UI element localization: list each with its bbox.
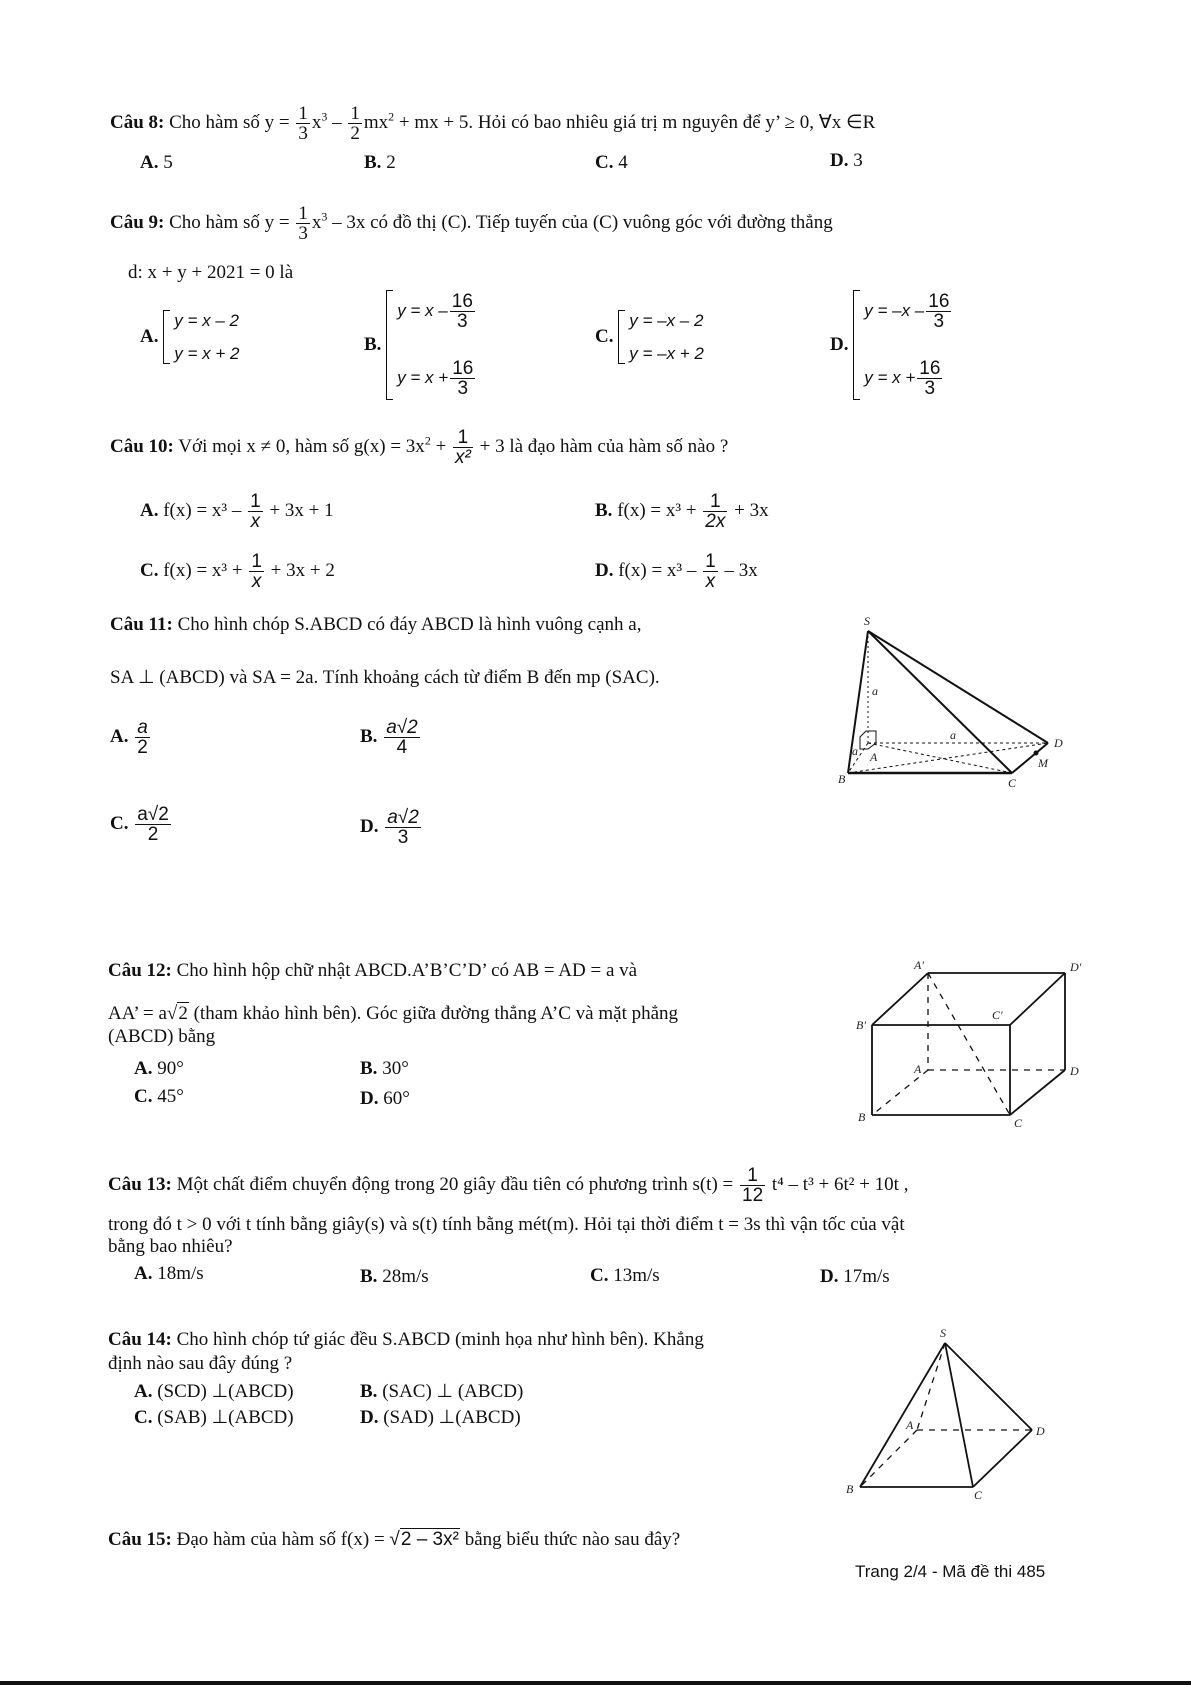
question-14: Câu 14: Cho hình chóp tứ giác đều S.ABCD (minh họa như hình bên). Khẳng [108, 1329, 704, 1350]
question-8: Câu 8: Cho hàm số y = $\frac{1}{3}$ $x^3$ – $\frac{1}{2}$ $mx^2$ + mx + 5. Hỏi có bao nhiêu giá trị m nguyên để y’ ≥ 0, ∀x ∈R [110, 103, 876, 144]
option-b[interactable]: B. f(x) = x³ + $\frac{1}{2x}$ + 3x [595, 491, 769, 532]
option-a[interactable]: A. (SCD) ⊥(ABCD) [134, 1381, 294, 1402]
option-c[interactable]: C. f(x) = x³ + $\frac{1}{x}$ + 3x + 2 [140, 551, 335, 592]
edge-label-a: a [950, 728, 956, 742]
vertex-label-c: C [1014, 1116, 1023, 1130]
vertex-label-b: B [858, 1110, 866, 1124]
question-text: Cho hàm số y = [169, 111, 290, 133]
vertex-label-a: A [906, 1418, 914, 1432]
vertex-label-d: D [1036, 1424, 1045, 1438]
option-c[interactable]: C. 4 [595, 152, 628, 173]
edge-label-a: a [852, 744, 858, 758]
fraction: $\frac{1}{3}$ [298, 203, 308, 244]
option-c[interactable]: C. y = –x – 2 y = –x + 2 [595, 311, 704, 363]
vertex-label-b-prime: B' [856, 1018, 866, 1032]
option-b[interactable]: B. 30° [360, 1058, 409, 1079]
option-a[interactable]: A. y = x – 2 y = x + 2 [140, 311, 240, 363]
vertex-label-s: S [864, 614, 870, 628]
vertex-label-b: B [846, 1482, 854, 1496]
question-text: bằng bao nhiêu? [108, 1236, 233, 1257]
fraction: $\frac{1}{2}$ [350, 103, 360, 144]
option-c[interactable]: C. 45° [134, 1086, 184, 1107]
fraction: $\frac{1}{3}$ [298, 103, 308, 144]
vertex-label-a: A [914, 1062, 922, 1076]
option-c[interactable]: C. $\frac{a√2}{2}$ [110, 804, 169, 845]
vertex-label-b: B [838, 772, 846, 786]
option-a[interactable]: A. f(x) = x³ – $\frac{1}{x}$ + 3x + 1 [140, 491, 334, 532]
vertex-label-d: D [1054, 736, 1063, 750]
option-a[interactable]: A. $\frac{a}{2}$ [110, 717, 148, 758]
question-10: Câu 10: Với mọi x ≠ 0, hàm số $g(x) = 3x^2$ + $\frac{1}{\text{x²}}$ + 3 là đạo hàm của hàm số nào ? [110, 427, 729, 468]
option-a[interactable]: A. 90° [134, 1058, 184, 1079]
option-d[interactable]: D. y = –x – $\frac{16}{3}$ y = x + $\frac{16}{3}$ [830, 291, 950, 399]
option-d[interactable]: D. f(x) = x³ – $\frac{1}{x}$ – 3x [595, 551, 758, 592]
page-footer: Trang 2/4 - Mã đề thi 485 [855, 1562, 1046, 1581]
option-d[interactable]: D. 3 [830, 150, 863, 171]
pyramid-figure-q11 [840, 615, 1080, 815]
question-12: Câu 12: Cho hình hộp chữ nhật ABCD.A’B’C’D’ có AB = AD = a và [108, 960, 638, 981]
vertex-label-a-prime: A' [914, 958, 924, 972]
question-label: Câu 9: [110, 211, 165, 233]
fraction: $\frac{1}{\text{x²}}$ [455, 427, 471, 468]
vertex-label-c: C [974, 1488, 983, 1502]
vertex-label-d: D [1070, 1064, 1079, 1078]
pyramid-figure-q14 [840, 1325, 1060, 1505]
question-13: Câu 13: Một chất điểm chuyển động trong 20 giây đầu tiên có phương trình s(t) = $\frac{1}{12}$ t⁴ – t³ + 6t² + 10t , [108, 1165, 909, 1206]
point-label-m: M [1038, 756, 1048, 770]
question-text: SA ⊥ (ABCD) và SA = 2a. Tính khoảng cách từ điểm B đến mp (SAC). [110, 667, 660, 688]
option-c[interactable]: C. (SAB) ⊥(ABCD) [134, 1407, 294, 1428]
option-a[interactable]: A. 18m/s [134, 1263, 204, 1284]
option-c[interactable]: C. 13m/s [590, 1265, 660, 1286]
option-b[interactable]: B. 28m/s [360, 1266, 429, 1287]
option-d[interactable]: D. (SAD) ⊥(ABCD) [360, 1407, 521, 1428]
option-b[interactable]: B. (SAC) ⊥ (ABCD) [360, 1381, 524, 1402]
scan-border [0, 1681, 1191, 1685]
question-text: + mx + 5. Hỏi có bao nhiêu giá trị m nguyên để y’ ≥ 0, ∀x ∈R [398, 111, 876, 133]
question-11: Câu 11: Cho hình chóp S.ABCD có đáy ABCD là hình vuông cạnh a, [110, 614, 642, 635]
question-text: d: x + y + 2021 = 0 là [128, 262, 294, 283]
box-figure-q12 [850, 955, 1090, 1145]
option-a[interactable]: A. 5 [140, 152, 173, 173]
question-9: Câu 9: Cho hàm số y = $\frac{1}{3}$ $x^3 - 3x$ có đồ thị (C). Tiếp tuyến của (C) vuông góc với đường thẳng [110, 203, 833, 244]
option-d[interactable]: D. 17m/s [820, 1266, 890, 1287]
vertex-label-s: S [940, 1326, 946, 1340]
question-15: Câu 15: Đạo hàm của hàm số f(x) = √2 – 3x² bằng biểu thức nào sau đây? [108, 1529, 681, 1550]
question-text: AA’ = a√2 (tham khảo hình bên). Góc giữa đường thẳng A’C và mặt phẳng [108, 1003, 679, 1024]
edge-label-a: a [872, 684, 878, 698]
vertex-label-c-prime: C' [992, 1008, 1003, 1022]
question-text: định nào sau đây đúng ? [108, 1353, 293, 1374]
question-label: Câu 8: [110, 111, 165, 133]
vertex-label-a: A [870, 750, 878, 764]
option-b[interactable]: B. 2 [364, 152, 396, 173]
option-d[interactable]: D. 60° [360, 1088, 410, 1109]
vertex-label-c: C [1008, 776, 1017, 790]
question-text: (ABCD) bằng [108, 1026, 216, 1047]
vertex-label-d-prime: D' [1070, 960, 1082, 974]
option-b[interactable]: B. y = x – $\frac{16}{3}$ y = x + $\frac{16}{3}$ [364, 291, 474, 399]
option-d[interactable]: D. $\frac{a√2}{3}$ [360, 807, 419, 848]
option-b[interactable]: B. $\frac{a√2}{4}$ [360, 717, 418, 758]
question-text: trong đó t > 0 với t tính bằng giây(s) và s(t) tính bằng mét(m). Hỏi tại thời điểm t = 3s thì vận tốc của vật [108, 1214, 905, 1235]
